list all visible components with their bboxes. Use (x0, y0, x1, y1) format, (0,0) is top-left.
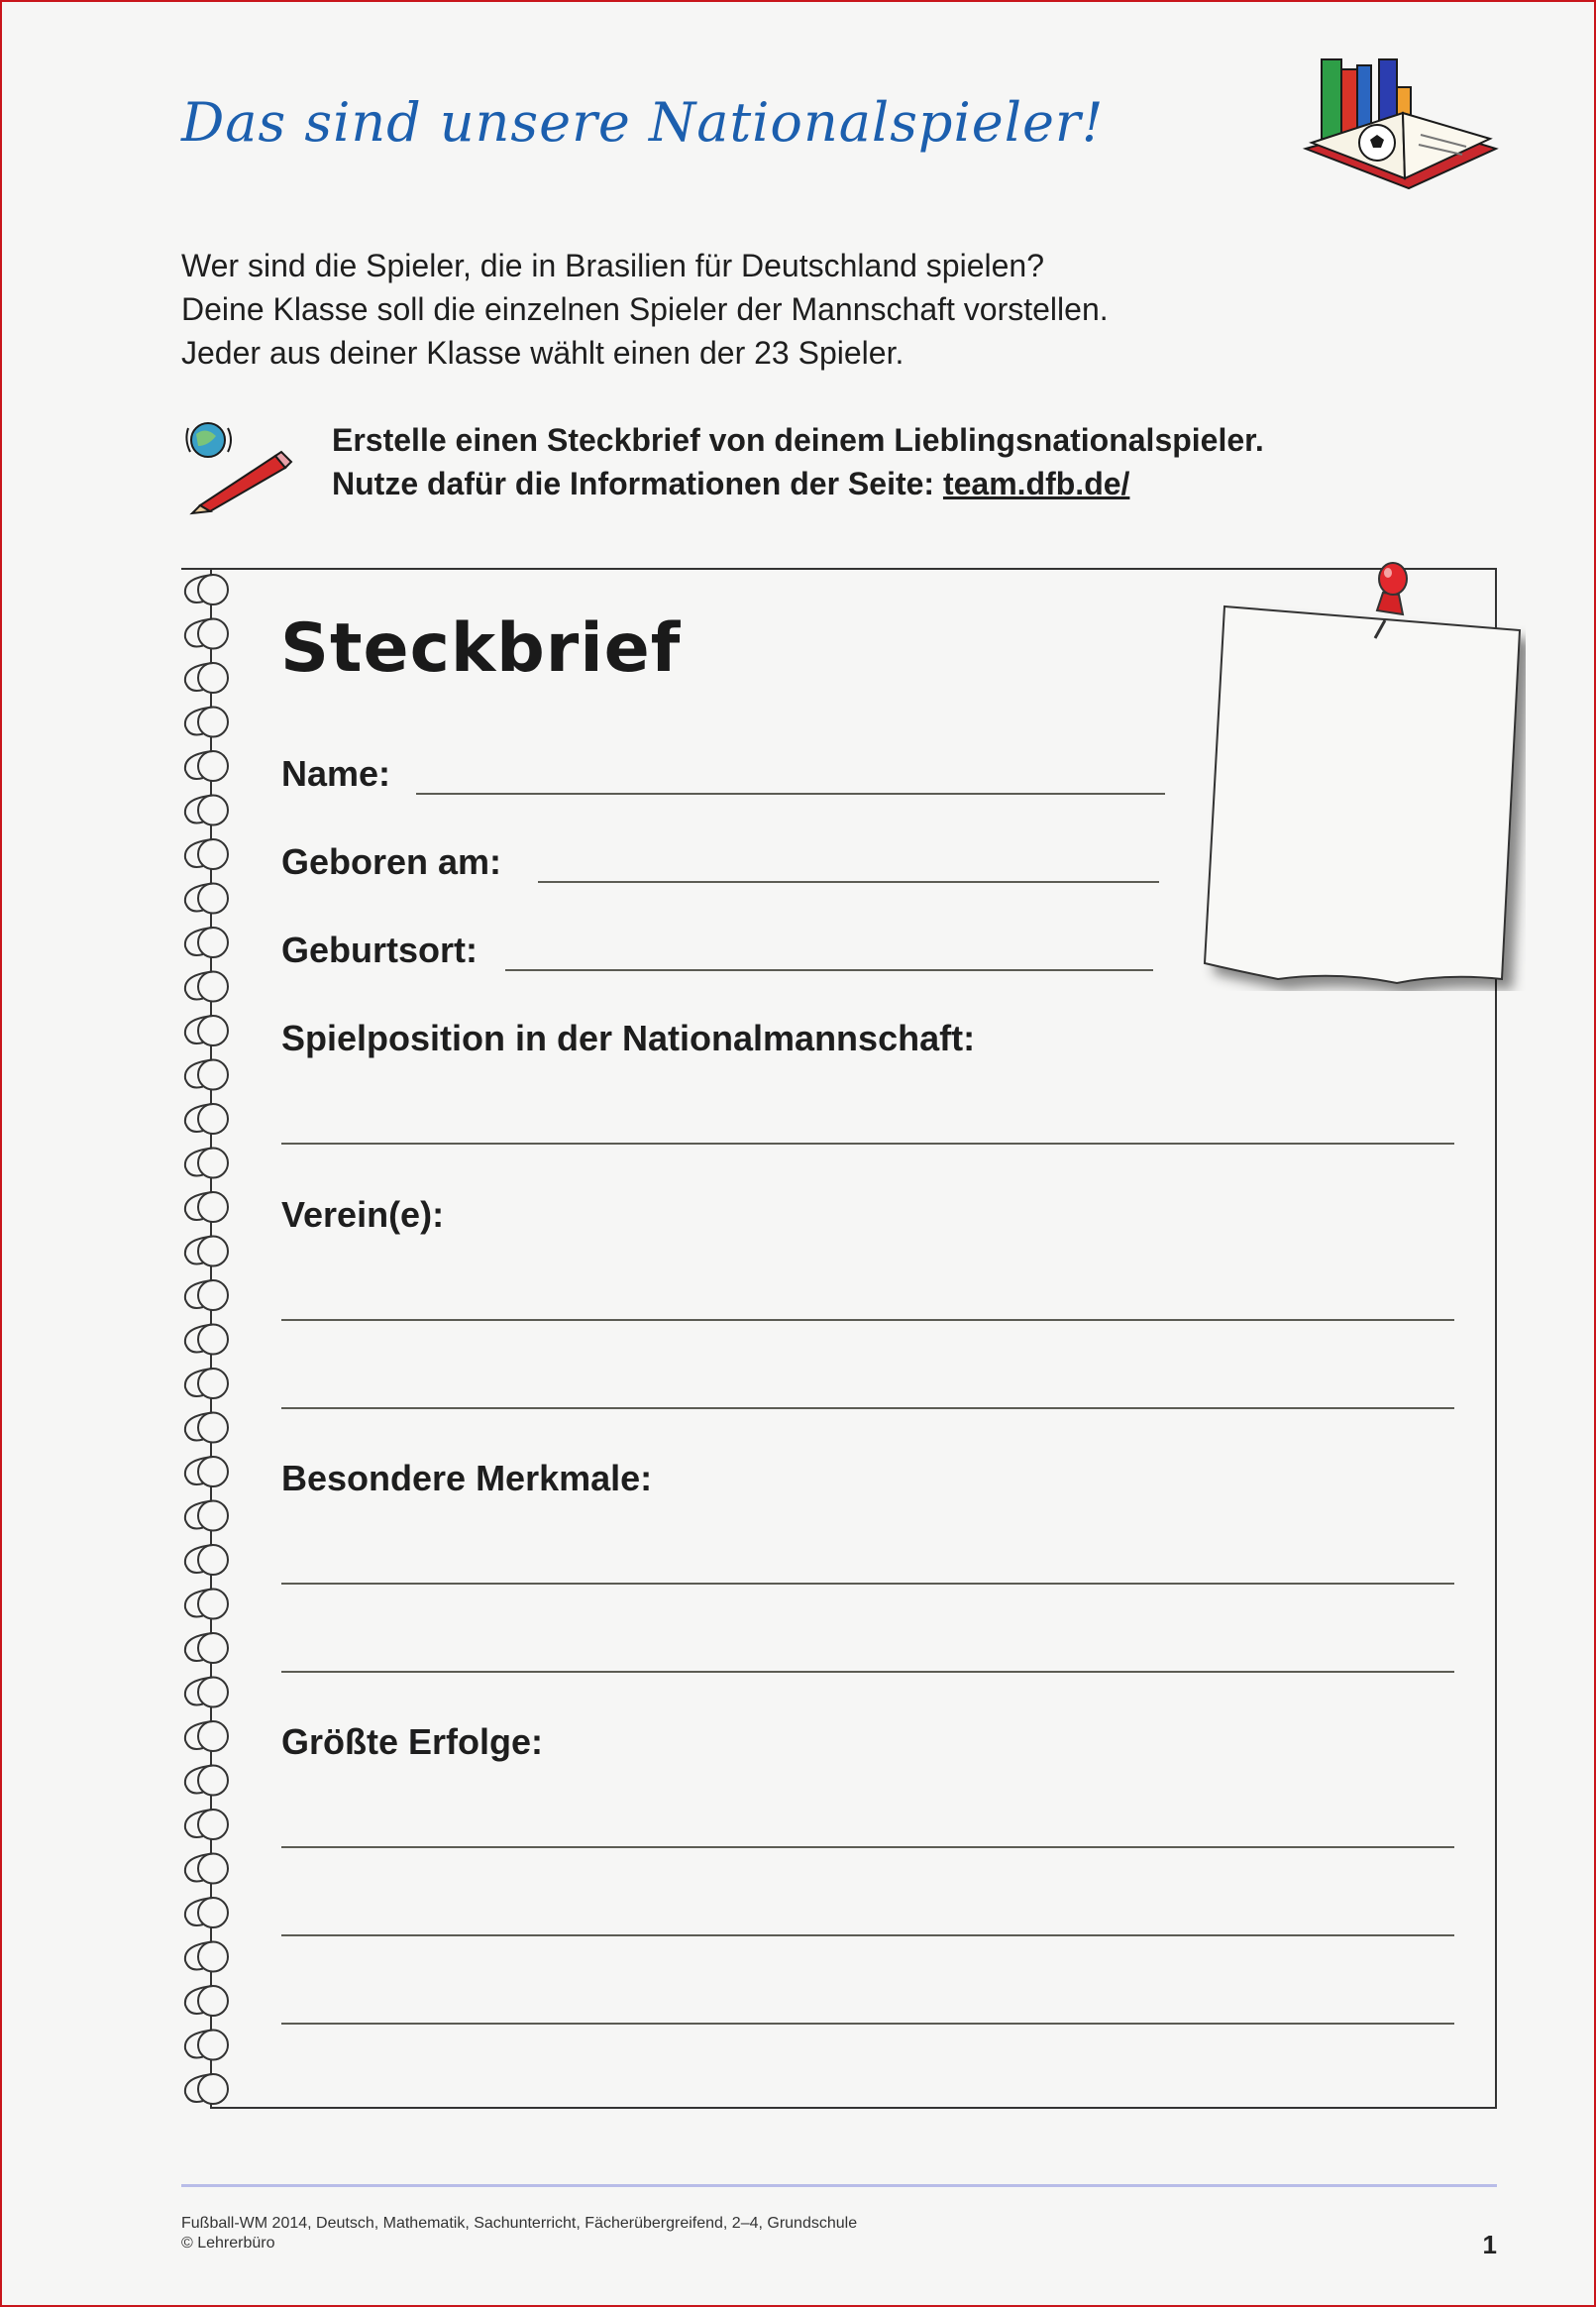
spiral-ring (198, 1501, 228, 1531)
spiral-ring (198, 1237, 228, 1266)
spiral-ring (198, 1854, 228, 1884)
spiral-ring (198, 1766, 228, 1796)
spiral-ring (198, 972, 228, 1002)
red-pushpin-icon (1377, 563, 1407, 614)
verein-label: Verein(e): (281, 1194, 445, 1235)
spiral-ring (198, 1678, 228, 1707)
pencil-with-globe-icon (178, 416, 307, 515)
task-instructions (332, 418, 1264, 505)
spiral-ring (198, 751, 228, 781)
spiral-ring (198, 1898, 228, 1927)
intro-line: Deine Klasse soll die einzelnen Spieler der Mannschaft vorstellen. (181, 291, 1109, 327)
position-label: Spielposition in der Nationalmannschaft: (281, 1018, 976, 1058)
task-line (332, 462, 1264, 505)
erfolge-label: Größte Erfolge: (281, 1721, 544, 1762)
footer-line: © Lehrerbüro (181, 2235, 275, 2252)
geboren-label: Geboren am: (281, 841, 502, 882)
verein-line[interactable] (281, 1319, 1454, 1321)
spiral-ring (198, 1413, 228, 1443)
spiral-ring (198, 1457, 228, 1486)
spiral-ring (198, 1986, 228, 2016)
spiral-ring (198, 884, 228, 914)
position-line[interactable] (281, 1143, 1454, 1145)
steckbrief-title: Steckbrief (280, 609, 682, 688)
spiral-ring (198, 1633, 228, 1663)
spiral-ring (198, 575, 228, 604)
spiral-ring (198, 1149, 228, 1178)
spiral-ring (198, 1942, 228, 1972)
spiral-ring (198, 619, 228, 649)
spiral-ring (198, 796, 228, 825)
spiral-ring (198, 1104, 228, 1134)
page-number: 1 (1482, 2230, 1497, 2259)
spiral-ring (198, 1060, 228, 1090)
geboren-line[interactable] (538, 881, 1159, 883)
verein-line[interactable] (281, 1407, 1454, 1409)
spiral-ring (198, 839, 228, 869)
footer-line: Fußball-WM 2014, Deutsch, Mathematik, Sachunterricht, Fächerübergreifend, 2–4, Grundschule (181, 2215, 858, 2232)
footer-rule (181, 2184, 1497, 2187)
spiral-ring (198, 2031, 228, 2060)
spiral-ring (198, 1590, 228, 1619)
spiral-ring (198, 1721, 228, 1751)
spiral-ring (198, 928, 228, 957)
spiral-ring (198, 1192, 228, 1222)
erfolge-line[interactable] (281, 1846, 1454, 1848)
spiral-ring (198, 1810, 228, 1839)
spiral-ring (198, 1016, 228, 1045)
intro-line: Wer sind die Spieler, die in Brasilien für Deutschland spielen? (181, 248, 1044, 283)
name-line[interactable] (416, 793, 1165, 795)
spiral-ring (198, 1280, 228, 1310)
photo-placeholder (1205, 606, 1520, 983)
geburtsort-label: Geburtsort: (281, 930, 478, 970)
books-with-football-icon (1298, 48, 1501, 206)
geburtsort-line[interactable] (505, 969, 1153, 971)
spiral-ring (198, 2074, 228, 2104)
erfolge-line[interactable] (281, 1934, 1454, 1936)
merkmale-line[interactable] (281, 1583, 1454, 1585)
task-line: Erstelle einen Steckbrief von deinem Lieblingsnationalspieler. (332, 422, 1264, 458)
spiral-ring (198, 663, 228, 693)
spiral-ring (198, 708, 228, 737)
spiral-ring (198, 1369, 228, 1398)
intro-text (181, 244, 1109, 375)
merkmale-label: Besondere Merkmale: (281, 1458, 653, 1498)
spiral-ring (198, 1325, 228, 1355)
footer-text (181, 2214, 857, 2253)
dfb-link[interactable]: team.dfb.de/ (942, 466, 1130, 501)
task-line-prefix: Nutze dafür die Informationen der Seite: (332, 466, 943, 501)
photo-note-with-pin (1199, 555, 1526, 991)
spiral-ring (198, 1545, 228, 1575)
page-title: Das sind unsere Nationalspieler! (181, 91, 1105, 154)
erfolge-line[interactable] (281, 2023, 1454, 2025)
name-label: Name: (281, 753, 391, 794)
merkmale-line[interactable] (281, 1671, 1454, 1673)
intro-line: Jeder aus deiner Klasse wählt einen der 23 Spieler. (181, 335, 904, 371)
